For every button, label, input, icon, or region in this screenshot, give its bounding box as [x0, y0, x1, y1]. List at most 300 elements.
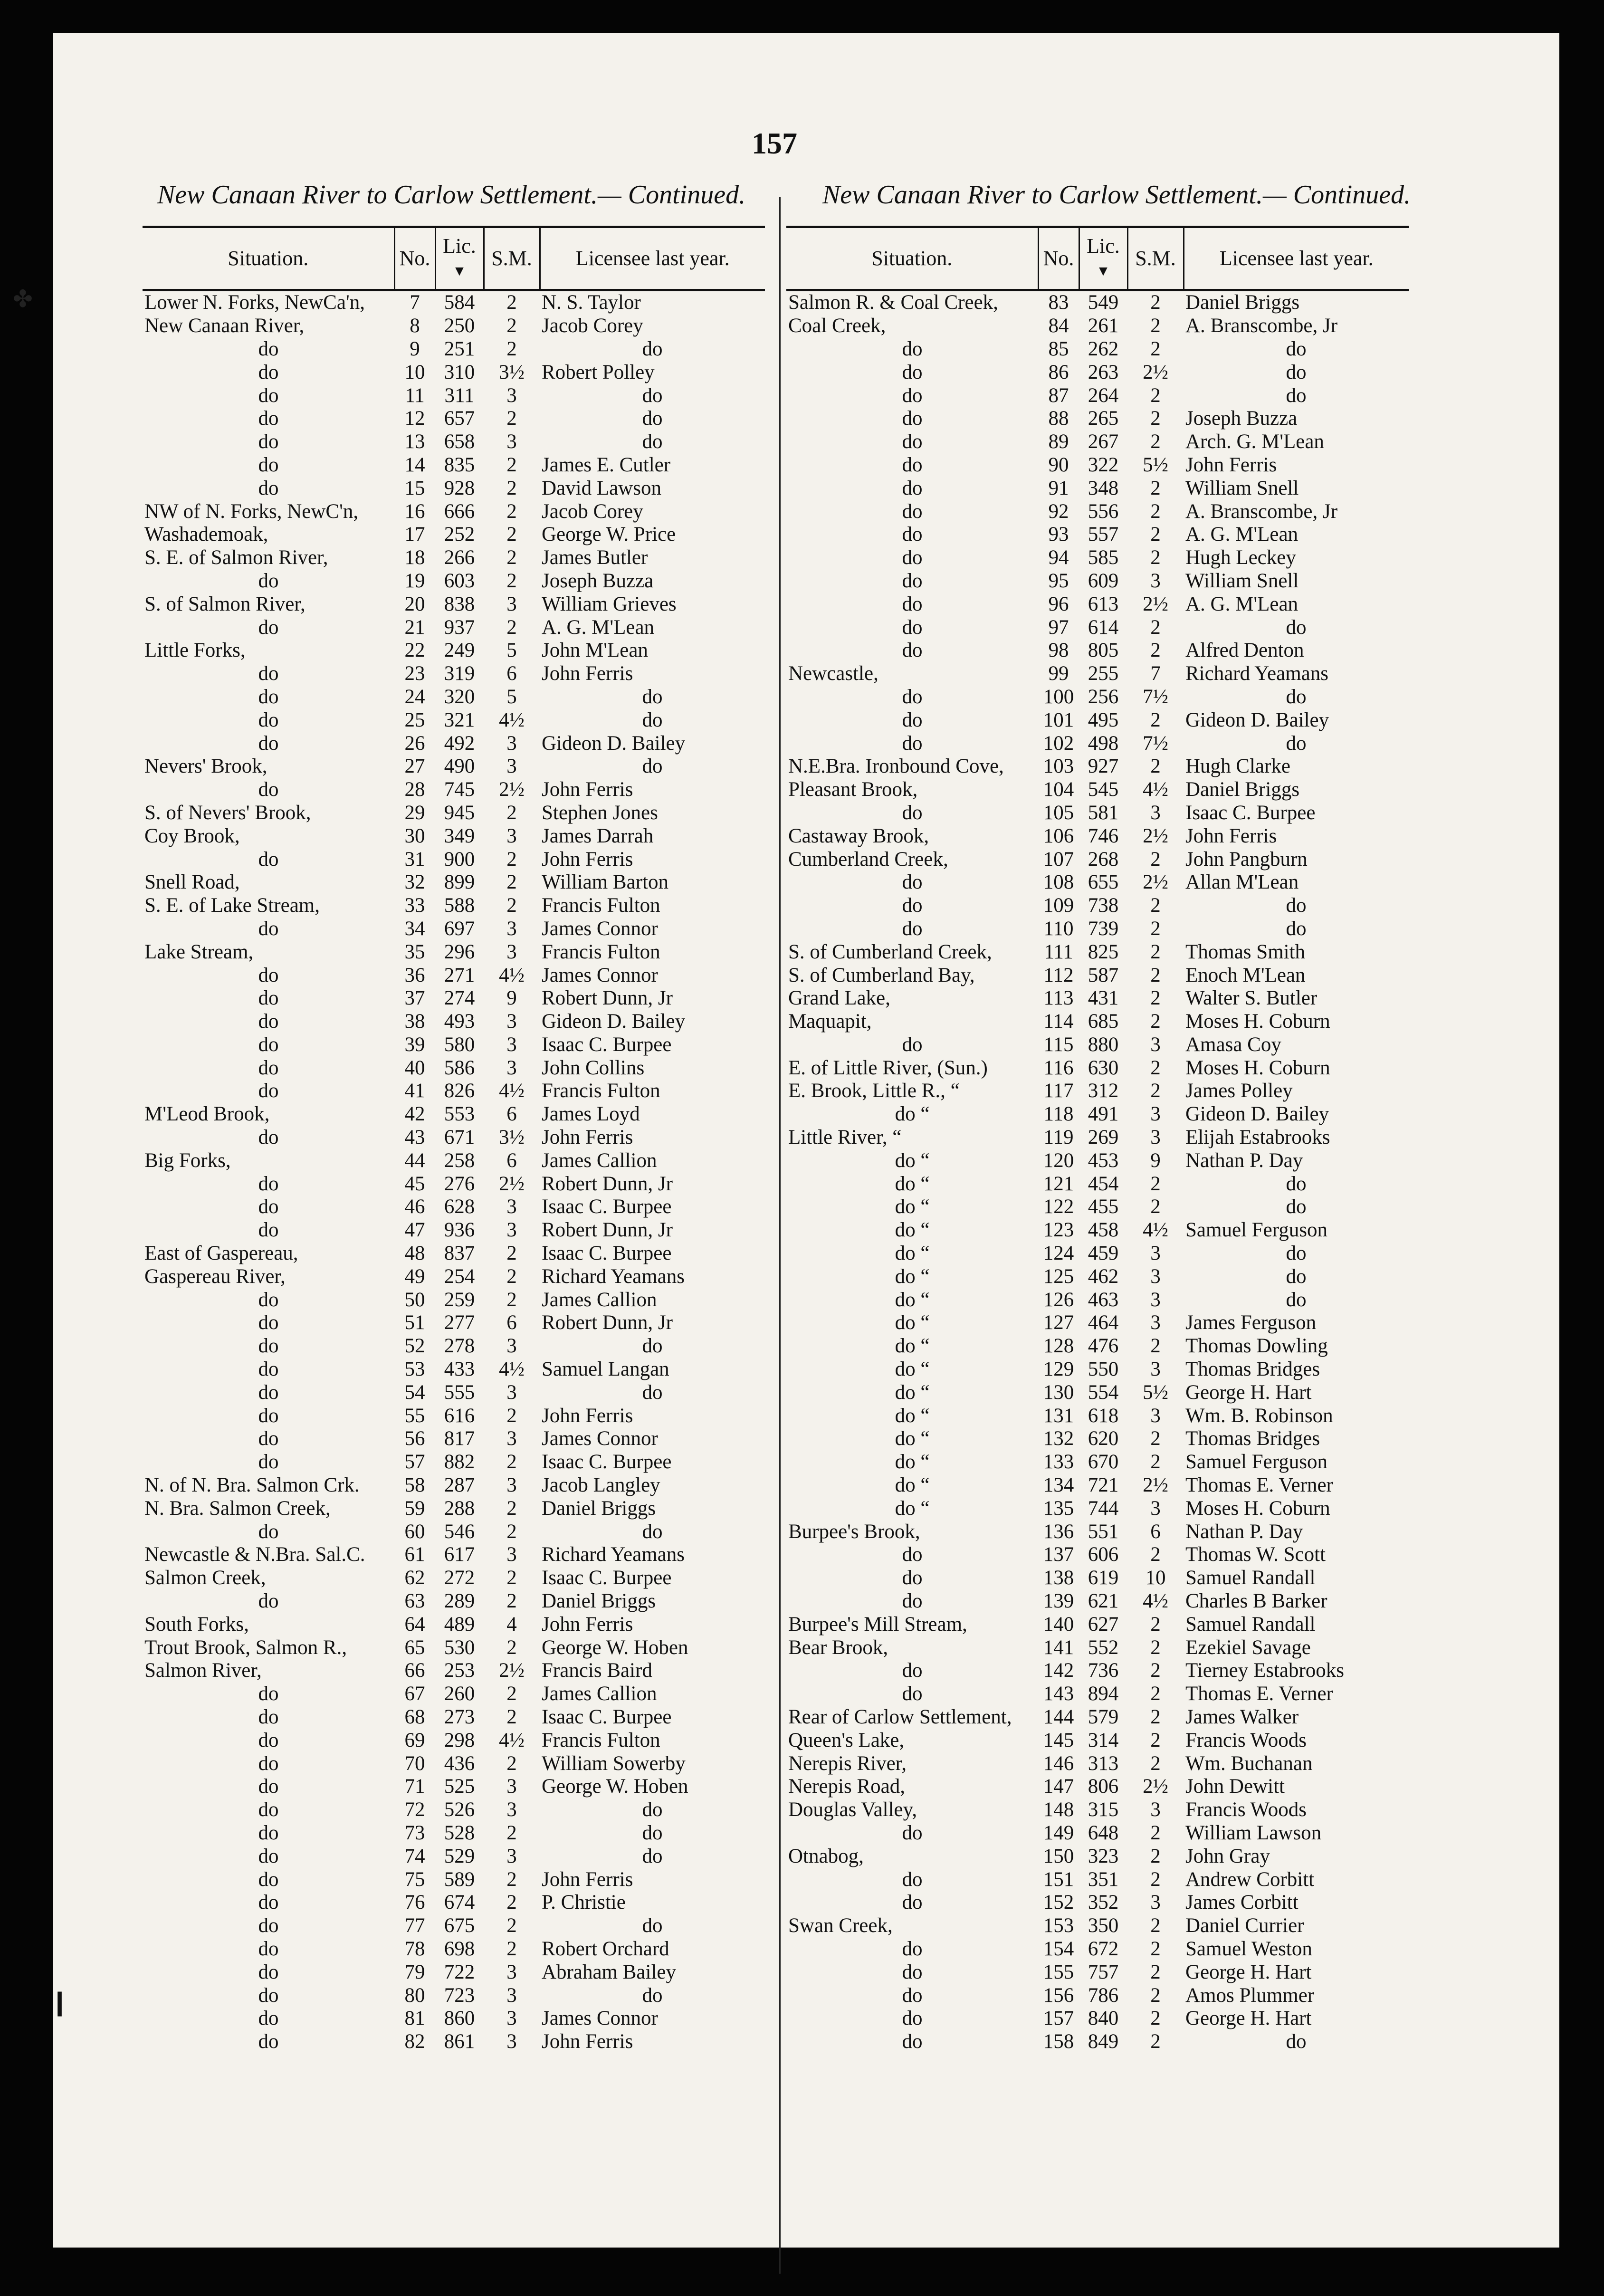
- cell-licensee: Francis Fulton: [542, 1080, 660, 1102]
- cell-licensee: John Pangburn: [1185, 848, 1308, 871]
- cell-no: 39: [404, 1033, 425, 1056]
- cell-lic: 825: [1088, 940, 1119, 963]
- cell-licensee: James Callion: [542, 1149, 657, 1172]
- cell-lic: 721: [1088, 1474, 1119, 1497]
- table-row: [786, 1822, 1409, 1845]
- cell-lic: 549: [1088, 291, 1119, 314]
- table-row: [143, 1172, 765, 1196]
- cell-sm: 2½: [1143, 593, 1168, 615]
- cell-lic: 288: [444, 1497, 475, 1520]
- table-row: [786, 1636, 1409, 1659]
- cell-no: 119: [1043, 1126, 1074, 1149]
- cell-situation: Swan Creek,: [788, 1914, 893, 1937]
- cell-situation: do: [258, 732, 279, 755]
- cell-sm: 3: [506, 1543, 517, 1566]
- cell-no: 72: [404, 1799, 425, 1821]
- cell-no: 42: [404, 1103, 425, 1126]
- cell-sm: 2: [1150, 500, 1161, 523]
- cell-lic: 556: [1088, 500, 1119, 523]
- cell-situation: do: [258, 1821, 279, 1844]
- cell-no: 27: [404, 755, 425, 778]
- cell-situation: Gaspereau River,: [144, 1265, 286, 1288]
- cell-situation: do: [258, 662, 279, 685]
- cell-lic: 267: [1088, 430, 1119, 453]
- cell-situation: do: [258, 1404, 279, 1427]
- cell-licensee: do: [642, 337, 663, 360]
- cell-no: 40: [404, 1056, 425, 1079]
- cell-lic: 880: [1088, 1033, 1119, 1056]
- table-row: [786, 1311, 1409, 1335]
- table-row: [143, 1914, 765, 1938]
- table-row: [786, 407, 1409, 430]
- cell-lic: 323: [1088, 1845, 1119, 1867]
- cell-licensee: Robert Dunn, Jr: [542, 1172, 673, 1195]
- cell-situation: New Canaan River,: [144, 315, 305, 337]
- cell-no: 13: [404, 430, 425, 453]
- cell-lic: 927: [1088, 755, 1119, 778]
- cell-licensee: James Corbitt: [1185, 1891, 1298, 1914]
- left-license-table: [143, 226, 765, 2054]
- cell-situation: S. E. of Salmon River,: [144, 546, 328, 569]
- cell-sm: 3: [506, 2007, 517, 2030]
- cell-sm: 2: [506, 500, 517, 523]
- cell-sm: 2: [1150, 1984, 1161, 2007]
- cell-licensee: Jacob Langley: [542, 1474, 660, 1497]
- table-row: [786, 1080, 1409, 1103]
- cell-no: 33: [404, 894, 425, 917]
- cell-no: 45: [404, 1172, 425, 1195]
- cell-licensee: Samuel Langan: [542, 1358, 669, 1381]
- cell-lic: 745: [444, 778, 475, 801]
- cell-licensee: do: [1286, 384, 1307, 407]
- table-row: [143, 1636, 765, 1659]
- cell-sm: 7½: [1143, 732, 1168, 755]
- cell-situation: do: [258, 1520, 279, 1543]
- cell-lic: 589: [444, 1868, 475, 1891]
- table-row: [143, 1288, 765, 1311]
- cell-situation: Castaway Brook,: [788, 824, 929, 847]
- cell-licensee: John Ferris: [542, 1613, 633, 1636]
- cell-situation: do: [258, 1311, 279, 1334]
- cell-lic: 697: [444, 917, 475, 940]
- cell-sm: 2: [1150, 1543, 1161, 1566]
- cell-lic: 264: [1088, 384, 1119, 407]
- cell-situation: do: [258, 1799, 279, 1821]
- table-row: [143, 1196, 765, 1219]
- cell-licensee: Francis Fulton: [542, 940, 660, 963]
- cell-lic: 433: [444, 1358, 475, 1381]
- cell-licensee: Robert Dunn, Jr: [542, 1219, 673, 1242]
- cell-situation: N.E.Bra. Ironbound Cove,: [788, 755, 1004, 778]
- cell-lic: 739: [1088, 917, 1119, 940]
- cell-licensee: do: [1286, 685, 1307, 708]
- table-row: [786, 1938, 1409, 1961]
- table-row: [786, 593, 1409, 616]
- cell-no: 67: [404, 1683, 425, 1705]
- cell-no: 117: [1043, 1080, 1074, 1102]
- cell-situation: Burpee's Mill Stream,: [788, 1613, 967, 1636]
- cell-lic: 580: [444, 1033, 475, 1056]
- cell-lic: 840: [1088, 2007, 1119, 2030]
- cell-lic: 498: [1088, 732, 1119, 755]
- cell-sm: 2: [1150, 917, 1161, 940]
- table-row: [143, 778, 765, 802]
- cell-situation: do: [258, 848, 279, 871]
- cell-situation: do: [258, 430, 279, 453]
- cell-lic: 900: [444, 848, 475, 871]
- cell-no: 84: [1048, 315, 1069, 337]
- cell-licensee: James Loyd: [542, 1103, 640, 1126]
- cell-lic: 614: [1088, 616, 1119, 639]
- cell-lic: 313: [1088, 1752, 1119, 1775]
- cell-lic: 685: [1088, 1010, 1119, 1033]
- cell-situation: do: [902, 1543, 923, 1566]
- cell-no: 126: [1043, 1288, 1074, 1311]
- table-row: [786, 1543, 1409, 1567]
- cell-licensee: do: [642, 1984, 663, 2007]
- cell-lic: 786: [1088, 1984, 1119, 2007]
- table-row: [143, 477, 765, 500]
- cell-licensee: Francis Baird: [542, 1659, 652, 1682]
- cell-licensee: Thomas E. Verner: [1185, 1683, 1333, 1705]
- right-section-heading: New Canaan River to Carlow Settlement.— Continued.: [822, 180, 1411, 210]
- cell-sm: 2½: [499, 1172, 525, 1195]
- table-row: [786, 1404, 1409, 1427]
- cell-no: 137: [1043, 1543, 1074, 1566]
- cell-sm: 3: [1150, 1311, 1161, 1334]
- cell-no: 77: [404, 1914, 425, 1937]
- table-row: [786, 802, 1409, 825]
- cell-licensee: Daniel Briggs: [542, 1590, 656, 1613]
- cell-no: 145: [1043, 1729, 1074, 1751]
- cell-lic: 744: [1088, 1497, 1119, 1520]
- cell-situation: do: [258, 1427, 279, 1450]
- cell-licensee: Wm. B. Robinson: [1185, 1404, 1333, 1427]
- cell-lic: 262: [1088, 337, 1119, 360]
- cell-sm: 3: [1150, 569, 1161, 592]
- cell-lic: 584: [444, 291, 475, 314]
- table-row: [786, 871, 1409, 894]
- table-row: [143, 430, 765, 454]
- table-row: [786, 1381, 1409, 1404]
- cell-situation: Bear Brook,: [788, 1636, 888, 1659]
- table-row: [786, 1775, 1409, 1799]
- cell-lic: 738: [1088, 894, 1119, 917]
- right-license-table: [786, 226, 1409, 2054]
- cell-no: 70: [404, 1752, 425, 1775]
- table-row: [143, 708, 765, 732]
- cell-no: 14: [404, 453, 425, 476]
- cell-licensee: Stephen Jones: [542, 801, 658, 824]
- cell-situation: do: [902, 894, 923, 917]
- cell-sm: 2: [506, 1937, 517, 1960]
- table-row: [143, 1706, 765, 1729]
- cell-no: 114: [1043, 1010, 1074, 1033]
- cell-licensee: David Lawson: [542, 477, 661, 499]
- cell-lic: 552: [1088, 1636, 1119, 1659]
- cell-sm: 2: [1150, 477, 1161, 499]
- cell-sm: 3: [1150, 1033, 1161, 1056]
- cell-lic: 259: [444, 1288, 475, 1311]
- table-row: [143, 1799, 765, 1822]
- cell-licensee: Samuel Randall: [1185, 1567, 1316, 1589]
- cell-situation: do: [258, 1196, 279, 1218]
- table-row: [143, 1126, 765, 1149]
- cell-situation: do: [258, 917, 279, 940]
- cell-licensee: Robert Polley: [542, 361, 655, 383]
- table-row: [786, 315, 1409, 338]
- cell-situation: do: [258, 1288, 279, 1311]
- table-header-row: [786, 227, 1409, 290]
- cell-lic: 278: [444, 1335, 475, 1358]
- cell-no: 32: [404, 871, 425, 894]
- cell-no: 85: [1048, 337, 1069, 360]
- cell-lic: 272: [444, 1567, 475, 1589]
- table-row: [143, 1822, 765, 1845]
- cell-situation: do “: [895, 1219, 930, 1242]
- cell-licensee: Thomas Smith: [1185, 940, 1306, 963]
- cell-no: 19: [404, 569, 425, 592]
- cell-situation: Cumberland Creek,: [788, 848, 948, 871]
- cell-no: 107: [1043, 848, 1074, 871]
- cell-situation: do: [902, 616, 923, 639]
- table-row: [786, 1868, 1409, 1891]
- cell-no: 157: [1043, 2007, 1074, 2030]
- cell-sm: 2½: [499, 1659, 525, 1682]
- cell-lic: 557: [1088, 523, 1119, 546]
- cell-situation: do: [258, 1451, 279, 1473]
- cell-situation: Salmon R. & Coal Creek,: [788, 291, 998, 314]
- table-row: [786, 1659, 1409, 1683]
- cell-situation: do “: [895, 1265, 930, 1288]
- cell-licensee: John Ferris: [542, 2030, 633, 2053]
- cell-sm: 2: [506, 315, 517, 337]
- cell-no: 89: [1048, 430, 1069, 453]
- cell-sm: 3: [506, 2030, 517, 2053]
- cell-lic: 849: [1088, 2030, 1119, 2053]
- cell-sm: 2: [1150, 1706, 1161, 1728]
- cell-lic: 525: [444, 1775, 475, 1798]
- table-row: [786, 384, 1409, 407]
- cell-sm: 2: [506, 616, 517, 639]
- cell-licensee: John Ferris: [542, 662, 633, 685]
- header-sm: S.M.: [1127, 227, 1184, 290]
- cell-situation: do: [258, 1729, 279, 1751]
- cell-licensee: Ezekiel Savage: [1185, 1636, 1311, 1659]
- cell-sm: 3: [1150, 1404, 1161, 1427]
- cell-sm: 3: [506, 1984, 517, 2007]
- cell-licensee: George W. Price: [542, 523, 676, 546]
- table-row: [786, 430, 1409, 454]
- cell-no: 17: [404, 523, 425, 546]
- table-row: [786, 1891, 1409, 1914]
- cell-licensee: Charles B Barker: [1185, 1590, 1327, 1613]
- cell-licensee: Francis Fulton: [542, 894, 660, 917]
- cell-lic: 265: [1088, 407, 1119, 430]
- cell-sm: 2: [506, 801, 517, 824]
- cell-licensee: James Callion: [542, 1288, 657, 1311]
- cell-sm: 2: [1150, 1868, 1161, 1891]
- cell-licensee: A. G. M'Lean: [542, 616, 655, 639]
- cell-situation: do “: [895, 1242, 930, 1265]
- cell-sm: 2: [1150, 1172, 1161, 1195]
- cell-lic: 555: [444, 1381, 475, 1404]
- table-row: [786, 1683, 1409, 1706]
- cell-situation: do: [902, 430, 923, 453]
- table-row: [143, 1752, 765, 1775]
- cell-lic: 806: [1088, 1775, 1119, 1798]
- cell-licensee: do: [642, 1845, 663, 1867]
- cell-no: 103: [1043, 755, 1074, 778]
- cell-licensee: Enoch M'Lean: [1185, 964, 1306, 986]
- cell-lic: 314: [1088, 1729, 1119, 1751]
- cell-sm: 2: [506, 291, 517, 314]
- cell-sm: 2½: [1143, 1474, 1168, 1497]
- cell-no: 154: [1043, 1937, 1074, 1960]
- cell-no: 47: [404, 1219, 425, 1242]
- cell-no: 48: [404, 1242, 425, 1265]
- cell-licensee: do: [642, 384, 663, 407]
- binding-mark-icon: ✤: [13, 286, 33, 312]
- cell-sm: 3: [506, 384, 517, 407]
- cell-no: 37: [404, 987, 425, 1010]
- cell-situation: E. Brook, Little R., “: [788, 1080, 960, 1102]
- cell-no: 110: [1043, 917, 1074, 940]
- cell-sm: 2: [1150, 755, 1161, 778]
- table-row: [143, 1149, 765, 1172]
- cell-situation: do “: [895, 1427, 930, 1450]
- cell-situation: do “: [895, 1474, 930, 1497]
- cell-licensee: Francis Woods: [1185, 1729, 1307, 1751]
- cell-no: 132: [1043, 1427, 1074, 1450]
- cell-no: 125: [1043, 1265, 1074, 1288]
- cell-situation: do “: [895, 1149, 930, 1172]
- cell-licensee: George H. Hart: [1185, 1381, 1312, 1404]
- edge-smudge-icon: ❙: [49, 1989, 70, 2016]
- table-row: [143, 2007, 765, 2030]
- cell-licensee: Isaac C. Burpee: [542, 1451, 672, 1473]
- table-row: [786, 894, 1409, 918]
- cell-no: 143: [1043, 1683, 1074, 1705]
- cell-sm: 2: [506, 1821, 517, 1844]
- cell-sm: 5½: [1143, 1381, 1168, 1404]
- header-lic-label: Lic.: [1087, 234, 1120, 258]
- cell-no: 74: [404, 1845, 425, 1867]
- cell-situation: E. of Little River, (Sun.): [788, 1056, 988, 1079]
- right-table-body: [786, 290, 1409, 2054]
- cell-lic: 606: [1088, 1543, 1119, 1566]
- cell-sm: 2½: [1143, 824, 1168, 847]
- cell-lic: 263: [1088, 361, 1119, 383]
- table-row: [786, 1845, 1409, 1868]
- cell-licensee: James Callion: [542, 1683, 657, 1705]
- table-row: [786, 1961, 1409, 1984]
- cell-situation: do: [258, 384, 279, 407]
- cell-no: 51: [404, 1311, 425, 1334]
- cell-sm: 2: [1150, 848, 1161, 871]
- cell-sm: 2: [506, 337, 517, 360]
- cell-situation: Washademoak,: [144, 523, 268, 546]
- cell-no: 30: [404, 824, 425, 847]
- cell-sm: 4½: [499, 708, 525, 731]
- table-row: [786, 824, 1409, 848]
- cell-no: 112: [1043, 964, 1074, 986]
- cell-sm: 2: [506, 453, 517, 476]
- page-number: 157: [752, 126, 797, 160]
- cell-sm: 2: [1150, 1010, 1161, 1033]
- cell-no: 134: [1043, 1474, 1074, 1497]
- table-row: [786, 1242, 1409, 1265]
- cell-sm: 3: [506, 824, 517, 847]
- cell-licensee: do: [642, 1335, 663, 1358]
- cell-licensee: do: [1286, 1172, 1307, 1195]
- cell-licensee: Isaac C. Burpee: [542, 1567, 672, 1589]
- cell-lic: 491: [1088, 1103, 1119, 1126]
- cell-no: 155: [1043, 1961, 1074, 1983]
- cell-licensee: Tierney Estabrooks: [1185, 1659, 1345, 1682]
- cell-no: 50: [404, 1288, 425, 1311]
- cell-licensee: Allan M'Lean: [1185, 871, 1299, 894]
- cell-lic: 675: [444, 1914, 475, 1937]
- cell-situation: do: [902, 639, 923, 662]
- cell-licensee: Abraham Bailey: [542, 1961, 676, 1983]
- table-row: [143, 407, 765, 430]
- cell-sm: 6: [506, 1311, 517, 1334]
- cell-lic: 581: [1088, 801, 1119, 824]
- cell-sm: 3: [506, 1335, 517, 1358]
- cell-situation: do: [258, 708, 279, 731]
- table-row: [143, 1845, 765, 1868]
- cell-no: 44: [404, 1149, 425, 1172]
- cell-licensee: Jacob Corey: [542, 500, 643, 523]
- cell-no: 158: [1043, 2030, 1074, 2053]
- cell-licensee: Isaac C. Burpee: [542, 1242, 672, 1265]
- cell-lic: 617: [444, 1543, 475, 1566]
- cell-no: 61: [404, 1543, 425, 1566]
- cell-situation: do “: [895, 1288, 930, 1311]
- cell-situation: do: [258, 477, 279, 499]
- cell-situation: do “: [895, 1381, 930, 1404]
- table-row: [143, 338, 765, 361]
- table-row: [786, 1056, 1409, 1080]
- cell-licensee: do: [1286, 2030, 1307, 2053]
- cell-situation: do: [902, 1891, 923, 1914]
- table-row: [143, 1961, 765, 1984]
- table-header-row: [143, 227, 765, 290]
- cell-lic: 489: [444, 1613, 475, 1636]
- cell-no: 82: [404, 2030, 425, 2053]
- table-row: [786, 987, 1409, 1010]
- cell-situation: do: [902, 407, 923, 430]
- cell-lic: 937: [444, 616, 475, 639]
- cell-licensee: Daniel Briggs: [1185, 778, 1300, 801]
- cell-licensee: Jacob Corey: [542, 315, 643, 337]
- cell-licensee: A. Branscombe, Jr: [1185, 315, 1338, 337]
- cell-situation: do: [258, 1961, 279, 1983]
- cell-no: 98: [1048, 639, 1069, 662]
- cell-situation: do: [902, 732, 923, 755]
- cell-lic: 530: [444, 1636, 475, 1659]
- cell-situation: Douglas Valley,: [788, 1799, 917, 1821]
- cell-no: 65: [404, 1636, 425, 1659]
- table-row: [786, 686, 1409, 709]
- cell-licensee: A. Branscombe, Jr: [1185, 500, 1338, 523]
- cell-licensee: Daniel Briggs: [1185, 291, 1300, 314]
- cell-licensee: William Lawson: [1185, 1821, 1322, 1844]
- table-row: [143, 871, 765, 894]
- header-no: No.: [394, 227, 435, 290]
- cell-sm: 2: [506, 871, 517, 894]
